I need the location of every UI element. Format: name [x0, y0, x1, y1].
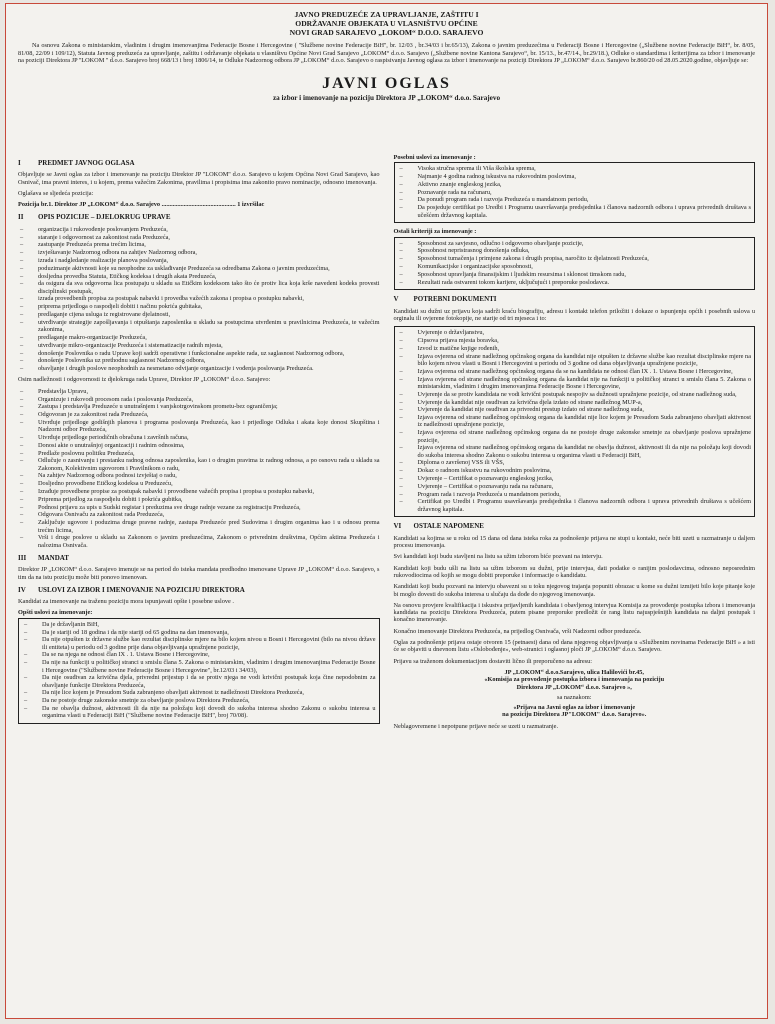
list-item: – Certifikat po Uredbi i Programu usavršavanja predsjednika i članova nadzornih odbora i uprava privrednih društava s učešćem državnog kapitala.: [398, 498, 752, 513]
list-item: – Podnosi prijavu za upis u Sudski registar i preduzima sve druge radnje vezane za registraciju Preduzeća,: [18, 504, 380, 511]
list-item: – Najmanje 4 godina radnog iskustva na rukovodnim poslovima,: [398, 173, 752, 180]
list-item: – staranje i odgovornost za zakonitost rada Preduzeća,: [18, 234, 380, 241]
paragraph: Kandidati koji budu pozvani na intervju obavezni su u toku njegovog trajanja popuniti obrazac u kome su dužni izmijeti bilo koje pitanje koje bi moglo dovesti do sukoba interesa u slučaju da dođe do njegovog imenovanja.: [393, 583, 755, 598]
list-item: – Sposobnost nepristrasnog donošenja odluka,: [398, 247, 752, 254]
paragraph: Kandidat za imenovanje na traženu poziciju mora ispunjavati opšte i posebne uslove .: [18, 598, 234, 606]
address-line: na poziciju Direktora JP"LOKOM" d.o.o. Sarajevo».: [502, 711, 647, 719]
position-line: Pozicija br.1. Direktor JP „LOKOM“ d.o.o. Sarajevo ............................................... 1 izvršilac: [18, 201, 265, 209]
box-heading: Ostali kriteriji za imenovanje :: [393, 228, 477, 236]
list-item: – Izjava ovjerena od strane nadležnog općinskog organa da se na kandidata ne odnosi član IX . 1. Ustava Bosne i Hercegovine,: [398, 368, 752, 375]
list-item: – Utvrđuje prijedloge periodičnih obračuna i završnih računa,: [18, 434, 380, 441]
list-item: – Da je stariji od 18 godina i da nije stariji od 65 godina na dan imenovanja,: [22, 629, 376, 636]
left-column: [18, 154, 380, 1012]
list-item: – Izjava ovjerena od strane nadležnog općinskog organa da kandidat nije otpušten iz državne službe kao rezultat disciplinske mjere na bilo kojem nivou vlasti u Bosni i Hercegovini u periodu od 3 godine od dana objavljivanja upražnjene pozicije,: [398, 353, 752, 368]
director-duty-list: [18, 388, 380, 549]
list-item: – Vrši i druge poslove u skladu sa Zakonom o javnim preduzećima, Zakonom o privrednim društvima, Općim aktima Preduzeća i nalozima Osnivača.: [18, 534, 380, 549]
list-item: – Izvod iz matične knjige rođenih,: [398, 345, 752, 352]
paragraph: Kandidati sa kojima se u roku od 15 dana od dana isteka roka za podnošenje prijava ne stupi u kontakt, neće biti uzeti u razmatranje u daljem procesu imenovanja.: [393, 534, 755, 550]
list-item: – da osigura da sva odgovorna lica postupaju u skladu sa Etičkim kodeksom tako što će protiv lica koja krše navedeni kodeks provesti disciplinski postupak,: [18, 280, 380, 295]
list-item: – poduzimanje aktivnosti koje su neophodne za usklađivanje Preduzeća sa odredbama Zakona o javnim preduzećima,: [18, 265, 380, 272]
documents-list: [394, 326, 756, 517]
list-item: – Uvjerenje – Certifikat o poznavanju rada na računaru,: [398, 483, 752, 490]
right-column: [394, 154, 756, 1012]
section-heading: IV USLOVI ZA IZBOR I IMENOVANJE NA POZICIJU DIREKTORA: [18, 585, 245, 594]
address-line: «Prijava na Javni oglas za izbor i imenovanje: [513, 704, 636, 712]
list-item: – Komunikacijske i organizacijske sposobnosti,: [398, 263, 752, 270]
list-item: – Predlaže poslovnu politiku Preduzeća,: [18, 450, 380, 457]
list-item: – donošenje Poslovnika uz prethodnu saglasnost Nadzornog odbora,: [18, 357, 380, 364]
address-block: [394, 669, 756, 719]
section-heading: I PREDMET JAVNOG OGLASA: [18, 159, 135, 167]
list-item: – Zaključuje ugovore i poduzima druge pravne radnje, zastupa Preduzeće pred Sudovima i drugim organima kao i u odnosu prema trećim licima,: [18, 519, 380, 534]
list-item: – Odlučuje o zasnivanju i prestanku radnog odnosa zaposlenika, kao i o drugim pravima iz radnog odnosa, a po osnovu rada u skladu sa Zakonom, Kolektivnim ugovorom i Pravilnikom o radu,: [18, 457, 380, 472]
list-item: – Cipsova prijava mjesta boravka,: [398, 337, 752, 344]
paragraph: Prijavu sa traženom dokumentacijom dostaviti lično ili preporučeno na adresu:: [393, 657, 592, 665]
list-item: – Aktivno znanje engleskog jezika,: [398, 181, 752, 188]
list-item: – Organizuje i rukovodi procesom rada i poslovanja Preduzeća,: [18, 396, 380, 403]
list-item: – izrada provedbenih propisa za postupak nabavki i provedba važećih zakona i propisa o postupku nabavki,: [18, 295, 380, 302]
list-item: – dosljedna provedba Statuta, Etičkog kodeksa i drugih akata Preduzeća,: [18, 273, 380, 280]
issuer-header: [6, 10, 767, 37]
list-item: – Program rada i razvoja Preduzeća u mandatnom periodu,: [398, 491, 752, 498]
list-item: – donošenje Poslovnika o radu Uprave koji sadrži operativne i funkcionalne aspekte rada, uz saglasnost Nadzornog odbora,: [18, 350, 380, 357]
list-item: – Da je državljanin BiH,: [22, 621, 376, 628]
list-item: – izrada i nadgledanje realizacije planova poslovanja,: [18, 257, 380, 264]
list-item: – Uvjerenje da se protiv kandidata ne vodi krivični postupak nespojiv sa dužnosti upražnjene pozicije, od strane nadležnog suda,: [398, 391, 752, 398]
section-heading: II OPIS POZICIJE – DJELOKRUG UPRAVE: [18, 213, 171, 222]
list-item: – Uvjerenje da kandidat nije osuđivan za krivična djela izdato od strane nadležnog MUP-a,: [398, 399, 752, 406]
list-item: – Da ne postoje druge zakonske smetnje za obavljanje poslova Direktora Preduzeća,: [22, 697, 376, 704]
paragraph: Oglas za podnošenje prijava ostaje otvoren 15 (petnaest) dana od dana njegovog objavljivanja u «Službenim novinama Federacije BiH » a isti će se objaviti u dnevnom listu «Oslobođenje», web-stranici i oglasnoj ploči JP „LOKOM“ d.o.o. Sarajevo.: [393, 639, 755, 654]
list-item: – Odgovoran je za zakonitost rada Preduzeća,: [18, 411, 380, 418]
list-item: – Da nije osuđivan za krivična djela, privredni prijestup i da se protiv njega ne vodi krivični postupak koja čine nepodobnim za obavljanje funkcije Direktora Preduzeća,: [22, 674, 376, 689]
paragraph: Konačno imenovanje Direktora Preduzeća, na prijedlog Osnivača, vrši Nadzorni odbor preduzeća.: [393, 627, 642, 635]
list-item: – Odgovara Osnivaču za zakonitost rada Preduzeća,: [18, 511, 380, 518]
list-item: – Uvjerenje – Certifikat o poznavanju engleskog jezika,: [398, 475, 752, 482]
list-item: – Zastupa i predstavlja Preduzeće u unutrašnjem i vanjskotrgovinskom prometu-bez ograničenja;: [18, 403, 380, 410]
paragraph: Kandidati su dužni uz prijavu koja sadrži kraću biografiju, adresu i kontakt telefon priložiti i dokaze o ispunjenju općih i posebnih uslova u orginalu ili ovjerene fotokopije, ne starije od tri mjeseca i to:: [393, 307, 755, 323]
list-item: – Da nije otpušten iz državne službe kao rezultat disciplinske mjere na bilo kojem nivou u Bosni i Hercegovini (bilo na nivou države ili entiteta) u periodu od 3 godine prije dana objavljivanja upražnjene pozicije,: [22, 636, 376, 651]
paragraph: Osim nadležnosti i odgovornosti iz djelokruga rada Uprave, Direktor JP „LOKOM“ d.o.o. Sarajevo:: [18, 376, 271, 384]
box-heading: Opšti uslovi za imenovanje:: [18, 609, 93, 617]
list-item: – predlaganje cijena usluga iz registrovane djelatnosti,: [18, 311, 380, 318]
list-item: – utvrđivanje mikro-organizacije Preduzeća i sistematizacije radnih mjesta,: [18, 342, 380, 349]
list-item: – Izjava ovjerena od strane nadležnog općinskog organa da kandidat nije lice kojem je Presudom Suda zabranjeno obavljati aktivnost iz nadležnosti upražnjene pozicije,: [398, 414, 752, 429]
list-item: – Dokaz o radnom iskustvu na rukovodnim poslovima,: [398, 467, 752, 474]
legal-basis-intro: Na osnovu Zakona o ministarskim, vladinim i drugim imenovanjima Federacije Bosne i Hercegovine ( ''Službene novine Federacije BiH'', br. 12/03 , br.34/03 i br.65/13), Zakona o javnim preduzećima u Federaciji Bosne i Hercegovine („Službene novine Federacije BiH“, br. 8/05, 81/08, 22/09 i 109/12), Statuta Javnog preduzeća za upravljanje, zaštitu i održavanje objekata u vlasništvu Općine Novi Grad Sarajevo „LOKOM“ d.o.o. Sarajevo („Službene novine Kantona Sarajevo“, br. 15/13., br.47/14., br.29/18.), Odluke o standardima i kriterijima za izbor i imenovanje na poziciji Direktora JP ''LOKOM '' d.o.o. Sarajevo broj 668/13 i broj 1806/14, te Odluke Nadzornog odbora JP „LOKOM“ d.o.o. Sarajevo o raspisivanju Javnog oglasa za izbor i imenovanje na poziciji Direktora JP „LOKOM“ d.o.o. Sarajevo br.860/20 od 28.05.2020.godine, objavljuje se:: [18, 42, 755, 65]
list-item: – Na zahtjev Nadzornog odbora podnosi izvještaj o radu,: [18, 472, 380, 479]
list-item: – Da ponudi program rada i razvoja Preduzeća u mandatnom periodu,: [398, 196, 752, 203]
address-line: Direktora JP „LOKOM“ d.o.o. Sarajevo »,: [516, 683, 632, 691]
list-item: – Uvjerenje o državljanstvu,: [398, 329, 752, 336]
list-item: – Sposobnost za savjesno, odlučno i odgovorno obavljanje pozicije,: [398, 240, 752, 247]
list-item: – Da nije lice kojem je Presudom Suda zabranjeno obavljati aktivnost iz nadležnosti Direktora Preduzeća,: [22, 689, 376, 696]
list-item: – Izjava ovjerena od strane nadležnog općinskog organa da kandidat nije na funkciji u političkoj stranci u smislu člana 5. Zakona o ministarskim, vladinim i drugim imenovanjima Federacije Bosne i Hercegovine,: [398, 376, 752, 391]
list-item: – Predstavlja Upravu,: [18, 388, 380, 395]
list-item: – Visoka stručna sprema ili Viša školska sprema,: [398, 165, 752, 172]
ad-subtitle: za izbor i imenovanje na poziciju Direktora JP „LOKOM“ d.o.o. Sarajevo: [272, 93, 501, 102]
section-heading: V POTREBNI DOKUMENTI: [393, 295, 497, 304]
issuer-line-1: JAVNO PREDUZEĆE ZA UPRAVLJANJE, ZAŠTITU I: [294, 10, 479, 19]
ad-title: JAVNI OGLAS: [322, 74, 451, 92]
list-item: – Da posjeduje certifikat po Uredbi i Programu usavršavanja predsjednika i članova nadzornih odbora i uprava privrednih društava s učešćem državnog kapitala.: [398, 204, 752, 219]
list-item: – Priprema prijedlog za raspodjelu dobiti i pokrića gubitka,: [18, 496, 380, 503]
list-item: – zastupanje Preduzeća prema trećim licima,: [18, 241, 380, 248]
list-item: – Uvjerenje da kandidat nije osuđivan za privredni prestup izdato od strane nadležnog suda,: [398, 406, 752, 413]
list-item: – Sposobnost tumačenja i primjene zakona i drugih propisa, naročito iz djelatnosti Preduzeća,: [398, 255, 752, 262]
list-item: – Da ne obavlja dužnost, aktivnosti ili da nije na položaju koji dovodi do sukoba interesa shodno Zakonu o sukobu interesa u organima vlasti u Federaciji BiH ("Službene novine Federacije BiH", broj 70/08).: [22, 705, 376, 720]
address-line: JP „LOKOM“ d.o.o.Sarajevo, ulica Halilovići br.45,: [504, 668, 645, 676]
general-conditions-list: [18, 618, 380, 724]
paragraph: Objavljuje se Javni oglas za izbor i imenovanje na poziciju Direktor JP ''LOKOM'' d.o.o. Sarajevo u kojem Općina Novi Grad Sarajevo, kao Osnivač, ima pravni interes, i u kojem, prema važećim Zakonima, pravilima i propisima ima zakonito pravo nominacije, odnosno imenovanja.: [18, 171, 380, 186]
paragraph: Na osnovu provjere kvalifikacija i iskustva prijavljenih kandidata i obavljenog intervjua Komisija za provođenje postupka izbora i imenovanja kandidata na poziciju Direktora Preduzeća, putem pisane preporuke predložit će rang listu najuspješnijih kandidata na daljni postupak i konačno imenovanje.: [393, 601, 755, 624]
list-item: – Rezultati rada ostvareni tokom karijere, uključujući i preporuke poslodavca.: [398, 279, 752, 286]
list-item: – Da se na njega ne odnosi član IX . 1. Ustava Bosne i Hercegovine,: [22, 651, 376, 658]
address-line: «Komisija za provođenje postupka izbora i imenovanja na poziciju: [484, 676, 665, 684]
list-item: – organizacija i rukovođenje poslovanjem Preduzeća,: [18, 226, 380, 233]
list-item: – Diploma o završenoj VSS ili VŠS,: [398, 459, 752, 466]
box-heading: Posebni uslovi za imenovanje :: [393, 154, 476, 161]
list-item: – Poznavanje rada na računaru,: [398, 189, 752, 196]
duty-list: [18, 226, 380, 373]
section-heading: VI OSTALE NAPOMENE: [393, 522, 484, 531]
list-item: – Da nije na funkciji u političkoj stranci u smislu člana 5. Zakona o ministarskim, vladinim i drugim imenovanjima Federacije Bosne i Hercegovine ("Službene novine Federacije Bosne i Hercegovine", br.12/03 i 34/03),: [22, 659, 376, 674]
paragraph: Kandidati koji budu ušli na listu sa užim izborom su dužni, prije intervjua, dati podatke o ranijim poslodavcima, odnosno neposrednim rukovodiocima od kojih se mogu dobiti preporuke i informacije o kandidatu.: [393, 564, 755, 579]
list-item: – priprema prijedloga o raspodjeli dobiti i načinu pokrića gubitaka,: [18, 303, 380, 310]
newspaper-page: [5, 3, 768, 1019]
list-item: – Dosljedno provodbene Etičkog kodeksa u Preduzeću,: [18, 480, 380, 487]
list-item: – Donosi akte o unutrašnjoj organizaciji i radnim odnosima,: [18, 442, 380, 449]
list-item: – izvještavanje Nadzornog odbora na zahtjev Nadzornog odbora,: [18, 249, 380, 256]
paragraph: Direktor JP „LOKOM“ d.o.o. Sarajevo imenuje se na period do isteka mandata predhodno imenovane Uprave JP „LOKOM“ d.o.o. Sarajevo, s tim da na istu poziciju može biti ponovo imenovan.: [18, 566, 380, 581]
list-item: – Izrađuje provedbene propise za postupak nabavki i provodbene važećih propisa i propisa u postupku nabavki,: [18, 488, 380, 495]
issuer-line-3: NOVI GRAD SARAJEVO „LOKOM“ D.O.O. SARAJEVO: [289, 28, 484, 37]
paragraph: Oglašava se sljedeća pozicija:: [18, 189, 94, 197]
list-item: – Utvrđuje prijedloge godišnjih planova i programa poslovanja Preduzeća, kao i prijedloge Odluka i akata koje donosi Skupština i Nadzorni odbor Preduzeća,: [18, 419, 380, 434]
footer-note: Neblagovremene i nepotpune prijave neće se uzeti u razmatranje.: [393, 722, 559, 730]
list-item: – Sposobnost upravljanja finansijskim i ljudskim resursima i sklonost timskom radu,: [398, 271, 752, 278]
list-item: – Izjava ovjerena od strane nadležnog općinskog organa da ne postoje druge zakonske smetnje za obavljanje poslova upražnjene pozicije,: [398, 429, 752, 444]
other-criteria-list: [394, 237, 756, 291]
address-line: sa naznakom:: [557, 693, 592, 701]
two-column-body: [18, 154, 755, 1012]
special-conditions-list: [394, 162, 756, 223]
list-item: – utvrđivanje strategije zapošljavanja i otpuštanja zaposlenika u skladu sa postupcima utvrđenim u pravilnicima Preduzeća, te važećim zakonima,: [18, 319, 380, 334]
list-item: – obavljanje i drugih poslove neophodnih za nesmetano odvijanje organizacije i vođenja poslovanja Preduzeća.: [18, 365, 380, 372]
issuer-line-2: ODRŽAVANJE OBJEKATA U VLASNIŠTVU OPĆINE: [295, 19, 478, 28]
section-heading: III MANDAT: [18, 553, 69, 562]
list-item: – predlaganje makro-organizacije Preduzeća,: [18, 334, 380, 341]
paragraph: Svi kandidati koji budu stavljeni na listu sa užim izborom biće pozvani na intervju.: [393, 553, 603, 561]
list-item: – Izjava ovjerena od strane nadležnog općinskog organa da kandidat ne obavlja dužnost, aktivnosti ili da nije na položaju koji dovodi do sukoba interesa shodno Zakonu o sukobu interesa u organima vlasti u Federaciji BiH,: [398, 444, 752, 459]
